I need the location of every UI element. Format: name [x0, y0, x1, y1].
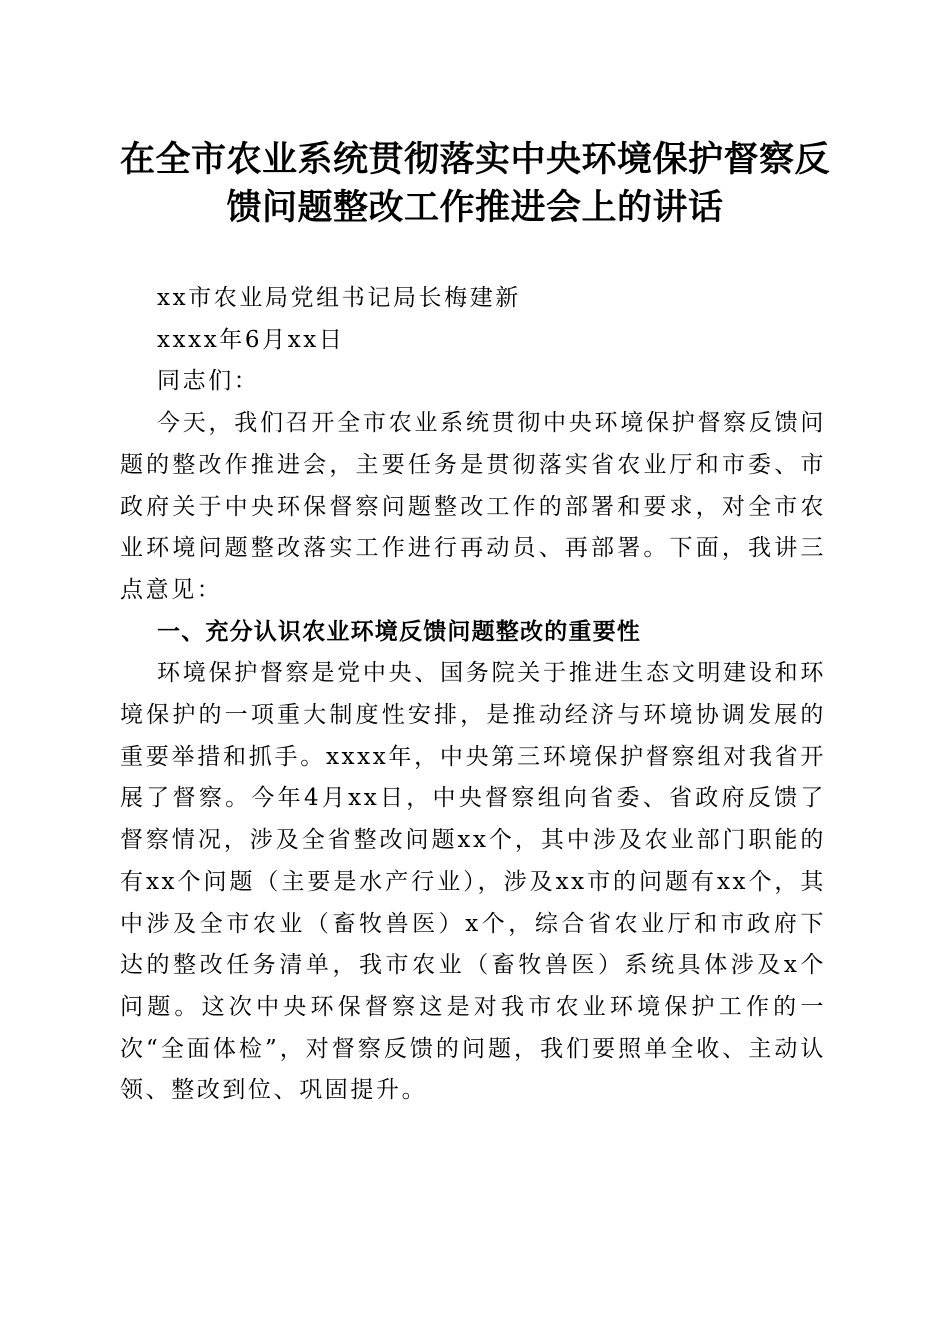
section-paragraph-1: 环境保护督察是党中央、国务院关于推进生态文明建设和环境保护的一项重大制度性安排，是推动经济与环境协调发展的重要举措和抓手。xxxx年，中央第三环境保护督察组对我省开展了督察。今年4月xx日，中央督察组向省委、省政府反馈了督察情况，涉及全省整改问题xx个，其中涉及农业部门职能的有xx个问题（主要是水产行业），涉及xx市的问题有xx个，其中涉及全市农业（畜牧兽医）x个，综合省农业厅和市政府下达的整改任务清单，我市农业（畜牧兽医）系统具体涉及x个问题。这次中央环保督察这是对我市农业环境保护工作的一次“全面体检”，对督察反馈的问题，我们要照单全收、主动认领、整改到位、巩固提升。 — [120, 660, 826, 1104]
salutation: 同志们： — [157, 368, 260, 395]
section-heading-1: 一、充分认识农业环境反馈问题整改的重要性 — [157, 618, 641, 645]
document-title: 在全市农业系统贯彻落实中央环境保护督察反馈问题整改工作推进会上的讲话 — [119, 139, 830, 228]
intro-paragraph: 今天，我们召开全市农业系统贯彻中央环境保护督察反馈问题的整改作推进会，主要任务是贯彻落实省农业厅和市委、市政府关于中央环保督察问题整改工作的部署和要求，对全市农业环境问题整改落实工作进行再动员、再部署。下面，我讲三点意见： — [120, 410, 826, 603]
document-body — [120, 278, 826, 1112]
speaker-line: xx市农业局党组书记局长梅建新 — [157, 285, 521, 311]
date-line: xxxx年6月xx日 — [157, 326, 345, 353]
